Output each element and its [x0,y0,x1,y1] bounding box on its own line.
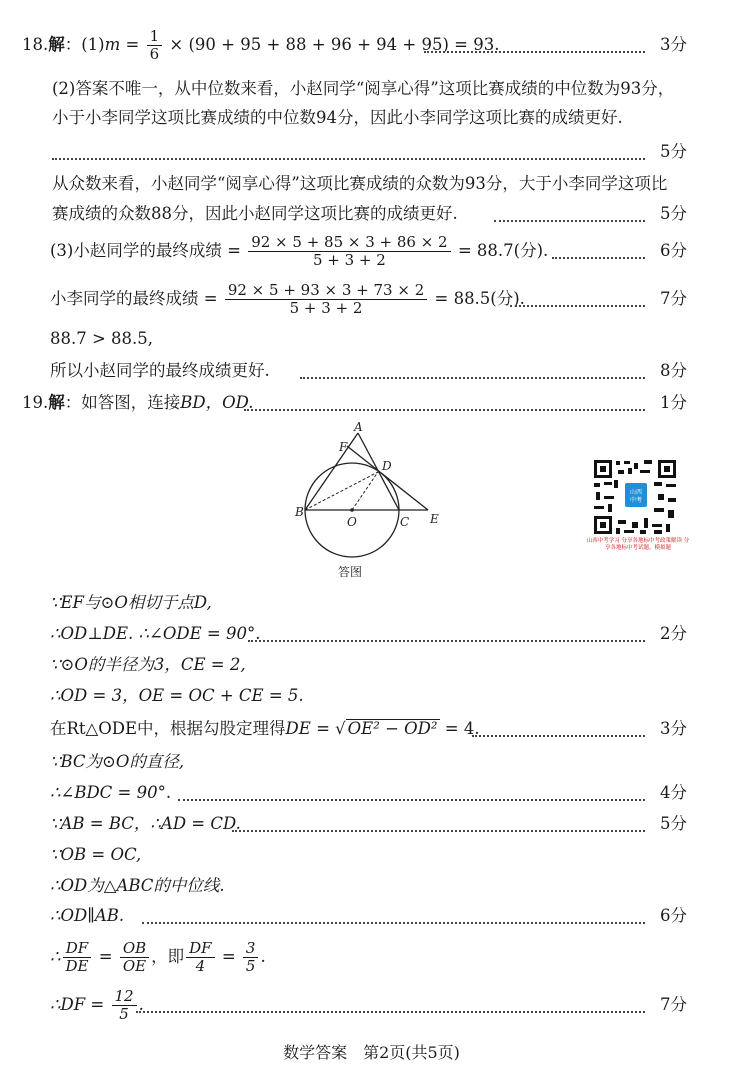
qr-caption: 山西中考学习 分享各地标中考政策解读 分享各地标中考试题、模拟题 [586,538,690,551]
fraction-one-sixth: $\frac{1}{6}$ [147,28,163,63]
q19-line: ∴OD为△ABC的中位线. [50,876,225,895]
dot-leader [232,830,645,832]
line-ba [305,433,358,510]
q19-ratio: ∴ $\frac{DF}{DE}$ = $\frac{OB}{OE}$ ，即 $\frac{DF}{4}$ = $\frac{3}{5}$ . [50,939,266,975]
score: 1分 [660,393,687,412]
score: 3分 [660,35,687,54]
qr-code[interactable] [592,458,678,536]
dot-leader [244,409,645,411]
q19-intro: 19.解：如答图，连接BD，OD. 1分 [0,386,743,420]
label-a: A [354,420,363,434]
page-footer: 数学答案 第2页(共5页) [283,1043,460,1062]
q19-line: ∵OB = OC, [50,845,142,864]
geometry-figure [290,420,450,586]
svg-text:中考: 中考 [629,497,643,504]
dot-leader [494,220,645,222]
svg-text:山西: 山西 [629,489,643,496]
dashed-od [352,472,378,510]
q18-text: 从众数来看，小赵同学“阅享心得”这项比赛成绩的众数为93分，大于小李同学这项比 [52,174,668,193]
q19-line: ∴OD⊥DE. ∴∠ODE = 90°. 2分 [0,617,743,651]
dot-leader [424,51,645,53]
dot-leader [510,305,645,307]
q18-text: (2)答案不唯一，从中位数来看，小赵同学“阅享心得”这项比赛成绩的中位数为93分， [52,79,675,98]
score: 5分 [660,814,687,833]
score: 8分 [660,361,687,380]
q19-line: ∴OD∥AB. 6分 [0,899,743,933]
q19-line: ∴OD = 3，OE = OC + CE = 5. [50,686,304,705]
weighted-fraction-zhao: $\frac{92 \times 5 + 85 \times 3 + 86 \times 2}{5 + 3 + 2}$ [248,234,450,269]
q18-line-1: 18.解：(1)m = $\frac{1}{6}$ × (90 + 95 + 88 + 96 + 94 + 95) = 93. 3分 [22,27,687,63]
dot-leader [248,640,645,642]
dot-leader [300,377,645,379]
q18-text: 赛成绩的众数88分，因此小赵同学这项比赛的成绩更好. 5分 [0,197,743,231]
q19-line: ∵AB = BC，∴AD = CD. 5分 [0,807,743,841]
label-c: C [400,515,410,529]
weighted-fraction-li: $\frac{92 \times 5 + 93 \times 3 + 73 \times 2}{5 + 3 + 2}$ [225,282,427,317]
q18-li-final: 小李同学的最终成绩 = $\frac{92 \times 5 + 93 \times 3 + 73 \times 2}{5 + 3 + 2}$ = 88.5(分). 7分 [50,281,687,317]
q18-compare: 88.7 > 88.5, [50,329,154,348]
q19-number: 19. [22,393,49,412]
label-b: B [295,505,304,519]
score: 7分 [660,289,687,308]
label-f: F [339,440,348,454]
q18-zhao-final: (3)小赵同学的最终成绩 = $\frac{92 \times 5 + 85 \times 3 + 86 \times 2}{5 + 3 + 2}$ = 88.7(分). 6分 [50,233,687,269]
q18-number: 18. [22,35,49,54]
label-d: D [382,459,392,473]
q19-line: ∵⊙O的半径为3，CE = 2, [50,655,246,674]
center-point [350,508,354,512]
score: 3分 [660,719,687,738]
figure-caption: 答图 [338,565,363,579]
square-root: OE² − OD² [347,719,438,738]
q18-solve-label: 解 [48,35,65,54]
score: 2分 [660,624,687,643]
q19-result: ∴DF = $\frac{12}{5}$ . 7分 [50,987,687,1023]
dot-leader [178,799,645,801]
dashed-bd [305,472,378,510]
q18-text: 小于小李同学这项比赛成绩的中位数94分，因此小李同学这项比赛的成绩更好. [52,108,623,127]
label-e: E [430,512,439,526]
q19-line: ∵EF与⊙O相切于点D, [50,593,212,612]
score: 6分 [660,241,687,260]
score: 4分 [660,783,687,802]
label-o: O [347,515,357,529]
score: 7分 [660,995,687,1014]
q18-score-line [0,135,743,169]
dot-leader [552,257,645,259]
q19-pythagoras: 在Rt△ODE中，根据勾股定理得DE = √ OE² − OD² = 4. 3分 [0,712,743,746]
score: 6分 [660,906,687,925]
score: 5分 [660,142,687,161]
dot-leader [52,158,645,160]
q19-solve-label: 解 [48,393,65,412]
dot-leader [136,1011,645,1013]
q19-line: ∵BC为⊙O的直径, [50,752,185,771]
score: 5分 [660,204,687,223]
dot-leader [142,922,645,924]
q18-conclusion: 所以小赵同学的最终成绩更好. 8分 [0,354,743,388]
q19-line: ∴∠BDC = 90°. 4分 [0,776,743,810]
dot-leader [472,735,645,737]
